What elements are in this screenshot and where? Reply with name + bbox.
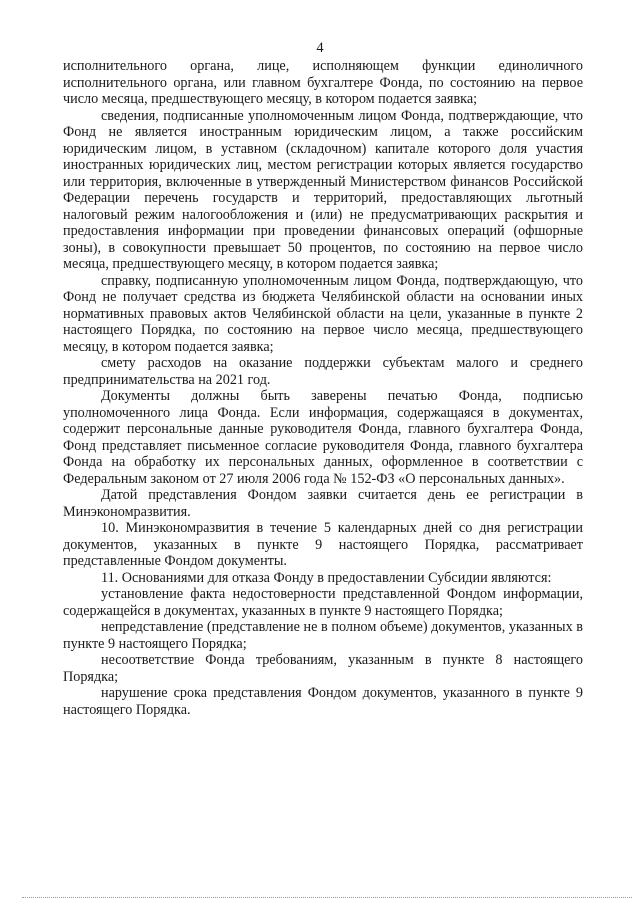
paragraph: нарушение срока представления Фондом документов, указанного в пункте 9 настоящего Порядка. bbox=[63, 685, 583, 718]
paragraph: несоответствие Фонда требованиям, указанным в пункте 8 настоящего Порядка; bbox=[63, 652, 583, 685]
paragraph: сведения, подписанные уполномоченным лицом Фонда, подтверждающие, что Фонд не является иностранным юридическим лицом, а также российским юридическим лицом, в уставном (складочном) капитале которого доля участия иностранных юридических лиц, местом регистрации которых является государство или территория, включенные в утвержденный Министерством финансов Российской Федерации перечень государств и территорий, предоставляющих льготный налоговый режим налогообложения и (или) не предусматривающих раскрытия и предоставления информации при проведении финансовых операций (офшорные зоны), в совокупности превышает 50 процентов, по состоянию на первое число месяца, предшествующего месяцу, в котором подается заявка; bbox=[63, 107, 583, 272]
paragraph: 10. Минэкономразвития в течение 5 календарных дней со дня регистрации документов, указанных в пункте 9 настоящего Порядка, рассматривает представленные Фондом документы. bbox=[63, 520, 583, 569]
paragraph: 11. Основаниями для отказа Фонду в предоставлении Субсидии являются: bbox=[101, 569, 552, 586]
paragraph: Документы должны быть заверены печатью Фонда, подписью уполномоченного лица Фонда. Если информация, содержащаяся в документах, содержит персональные данные руководителя Фонда, главного бухгалтера Фонда, Фонд представляет письменное согласие руководителя Фонда, главного бухгалтера Фонда на обработку их персональных данных, оформленное в соответствии с Федеральным законом от 27 июля 2006 года № 152-ФЗ «О персональных данных». bbox=[63, 388, 583, 487]
paragraph: непредставление (представление не в полном объеме) документов, указанных в пункте 9 настоящего Порядка; bbox=[63, 619, 583, 652]
paragraph: установление факта недостоверности представленной Фондом информации, содержащейся в документах, указанных в пункте 9 настоящего Порядка; bbox=[63, 586, 583, 619]
paragraph-continuation: исполнительного органа, лице, исполняющем функции единоличного исполнительного органа, или главном бухгалтере Фонда, по состоянию на первое число месяца, предшествующего месяцу, в котором подается заявка; bbox=[63, 58, 583, 107]
page-number: 4 bbox=[316, 40, 324, 56]
document-body bbox=[63, 58, 583, 718]
paragraph: Датой представления Фондом заявки считается день ее регистрации в Минэкономразвития. bbox=[63, 487, 583, 520]
paragraph: смету расходов на оказание поддержки субъектам малого и среднего предпринимательства на 2021 год. bbox=[63, 355, 583, 388]
scan-bottom-edge bbox=[22, 897, 632, 898]
paragraph: справку, подписанную уполномоченным лицом Фонда, подтверждающую, что Фонд не получает средства из бюджета Челябинской области на основании иных нормативных правовых актов Челябинской области на цели, указанные в пункте 2 настоящего Порядка, по состоянию на первое число месяца, предшествующего месяцу, в котором подается заявка; bbox=[63, 272, 583, 355]
